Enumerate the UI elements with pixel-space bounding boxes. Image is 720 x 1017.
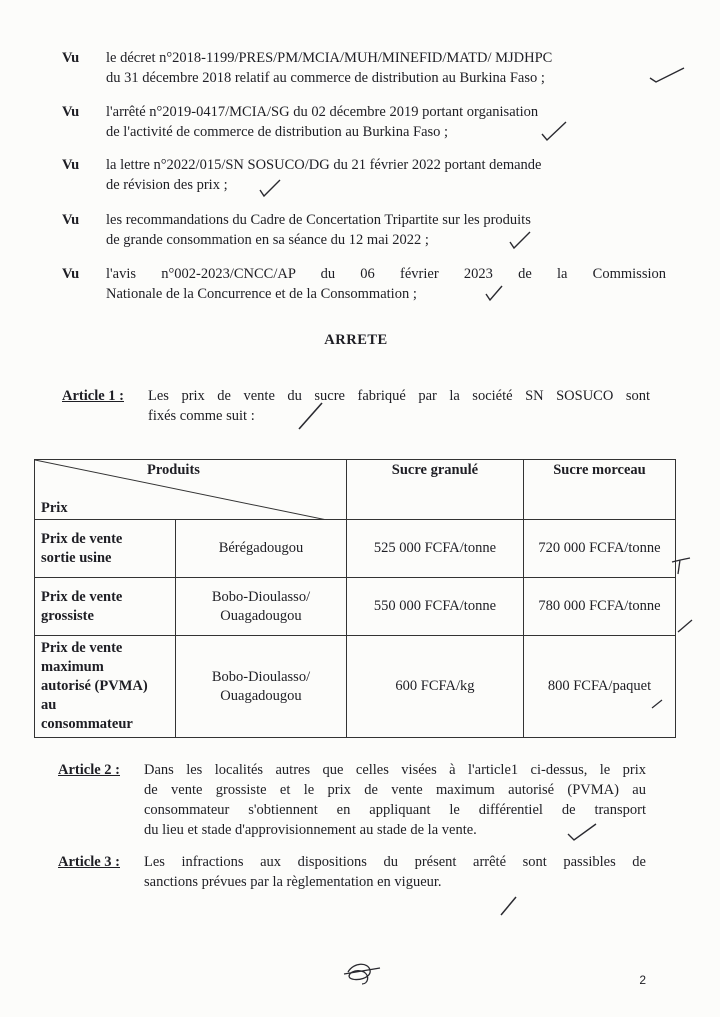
vu-line: de grande consommation en sa séance du 12 mai 2022 ; xyxy=(106,232,429,248)
row-value-morceau: 780 000 FCFA/tonne xyxy=(523,578,675,636)
vu-line: l'arrêté n°2019-0417/MCIA/SG du 02 décembre 2019 portant organisation xyxy=(106,104,539,120)
handwritten-initials-icon xyxy=(340,958,384,988)
article-2-line: consommateur s'obtiennent en appliquant le différentiel de transport xyxy=(144,802,646,818)
row-value-morceau: 800 FCFA/paquet xyxy=(523,636,675,738)
row-value-morceau: 720 000 FCFA/tonne xyxy=(523,520,675,578)
row-label-line: au xyxy=(41,697,57,713)
vu-line: de révision des prix ; xyxy=(106,177,228,193)
article-1-line: fixés comme suit : xyxy=(148,408,255,424)
row-label-line: grossiste xyxy=(41,607,94,624)
vu-line: la lettre n°2022/015/SN SOSUCO/DG du 21 février 2022 portant demande xyxy=(106,157,542,173)
row-label-line: sortie usine xyxy=(41,549,112,566)
vu-line: l'avis n°002-2023/CNCC/AP du 06 février 2023 de la Commission xyxy=(106,266,666,282)
header-prix: Prix xyxy=(41,500,68,516)
row-place: Ouagadougou xyxy=(220,607,302,624)
article-3-line: Les infractions aux dispositions du présent arrêté sont passibles de xyxy=(144,854,646,870)
vu-line: les recommandations du Cadre de Concertation Tripartite sur les produits xyxy=(106,212,531,228)
vu-label: Vu xyxy=(62,50,80,66)
vu-line: Nationale de la Concurrence et de la Consommation ; xyxy=(106,286,417,302)
row-place: Bobo-Dioulasso/ xyxy=(211,668,311,685)
diagonal-header-cell xyxy=(35,460,347,520)
article-2-line: Dans les localités autres que celles visées à l'article1 ci-dessus, le prix xyxy=(144,762,646,778)
handwritten-stroke-icon xyxy=(296,400,326,432)
article-2-line: du lieu et stade d'approvisionnement au stade de la vente. xyxy=(144,822,477,838)
handwritten-check-icon xyxy=(508,228,534,252)
vu-line: de l'activité de commerce de distribution au Burkina Faso ; xyxy=(106,124,449,140)
decree-heading: ARRETE xyxy=(324,332,388,348)
table-row xyxy=(35,636,676,738)
vu-label: Vu xyxy=(62,212,80,228)
handwritten-stroke-icon xyxy=(650,698,664,710)
article-3-label: Article 3 : xyxy=(58,854,120,870)
row-label-line: Prix de vente xyxy=(41,640,123,656)
handwritten-check-icon xyxy=(566,820,600,842)
article-2-line: de vente grossiste et le prix de vente maximum autorisé (PVMA) au xyxy=(144,782,646,798)
vu-line: du 31 décembre 2018 relatif au commerce de distribution au Burkina Faso ; xyxy=(106,70,545,86)
article-3-line: sanctions prévues par la règlementation en vigueur. xyxy=(144,874,442,890)
table-header-row xyxy=(35,460,676,520)
row-label-line: consommateur xyxy=(41,716,133,732)
article-2-label: Article 2 : xyxy=(58,762,120,778)
handwritten-stroke-icon xyxy=(676,600,696,636)
vu-label: Vu xyxy=(62,266,80,282)
row-label-line: autorisé (PVMA) xyxy=(41,678,148,694)
handwritten-check-icon xyxy=(648,64,688,84)
vu-label: Vu xyxy=(62,104,80,120)
handwritten-check-icon xyxy=(258,176,284,200)
header-sucre-morceau: Sucre morceau xyxy=(523,460,675,520)
vu-line: le décret n°2018-1199/PRES/PM/MCIA/MUH/MINEFID/MATD/ MJDHPC xyxy=(106,50,553,66)
handwritten-check-icon xyxy=(540,118,570,146)
header-sucre-granule: Sucre granulé xyxy=(346,460,523,520)
header-produits: Produits xyxy=(147,462,200,478)
table-row xyxy=(35,520,676,578)
article-1-line: Les prix de vente du sucre fabriqué par la société SN SOSUCO sont xyxy=(148,388,650,404)
handwritten-check-icon xyxy=(484,282,506,304)
row-place: Bobo-Dioulasso/ xyxy=(211,588,311,605)
row-value-granule: 525 000 FCFA/tonne xyxy=(346,520,523,578)
row-place: Bérégadougou xyxy=(218,540,304,556)
price-table xyxy=(34,459,676,738)
handwritten-stroke-icon xyxy=(498,894,520,918)
article-1-label: Article 1 : xyxy=(62,388,124,404)
row-place: Ouagadougou xyxy=(220,687,302,704)
row-label-line: Prix de vente xyxy=(41,530,123,547)
vu-label: Vu xyxy=(62,157,80,173)
row-value-granule: 600 FCFA/kg xyxy=(346,636,523,738)
handwritten-stroke-icon xyxy=(668,540,694,576)
row-label-line: Prix de vente xyxy=(41,588,123,605)
row-value-granule: 550 000 FCFA/tonne xyxy=(346,578,523,636)
table-row xyxy=(35,578,676,636)
row-label-line: maximum xyxy=(41,659,104,675)
page-number: 2 xyxy=(639,973,646,987)
